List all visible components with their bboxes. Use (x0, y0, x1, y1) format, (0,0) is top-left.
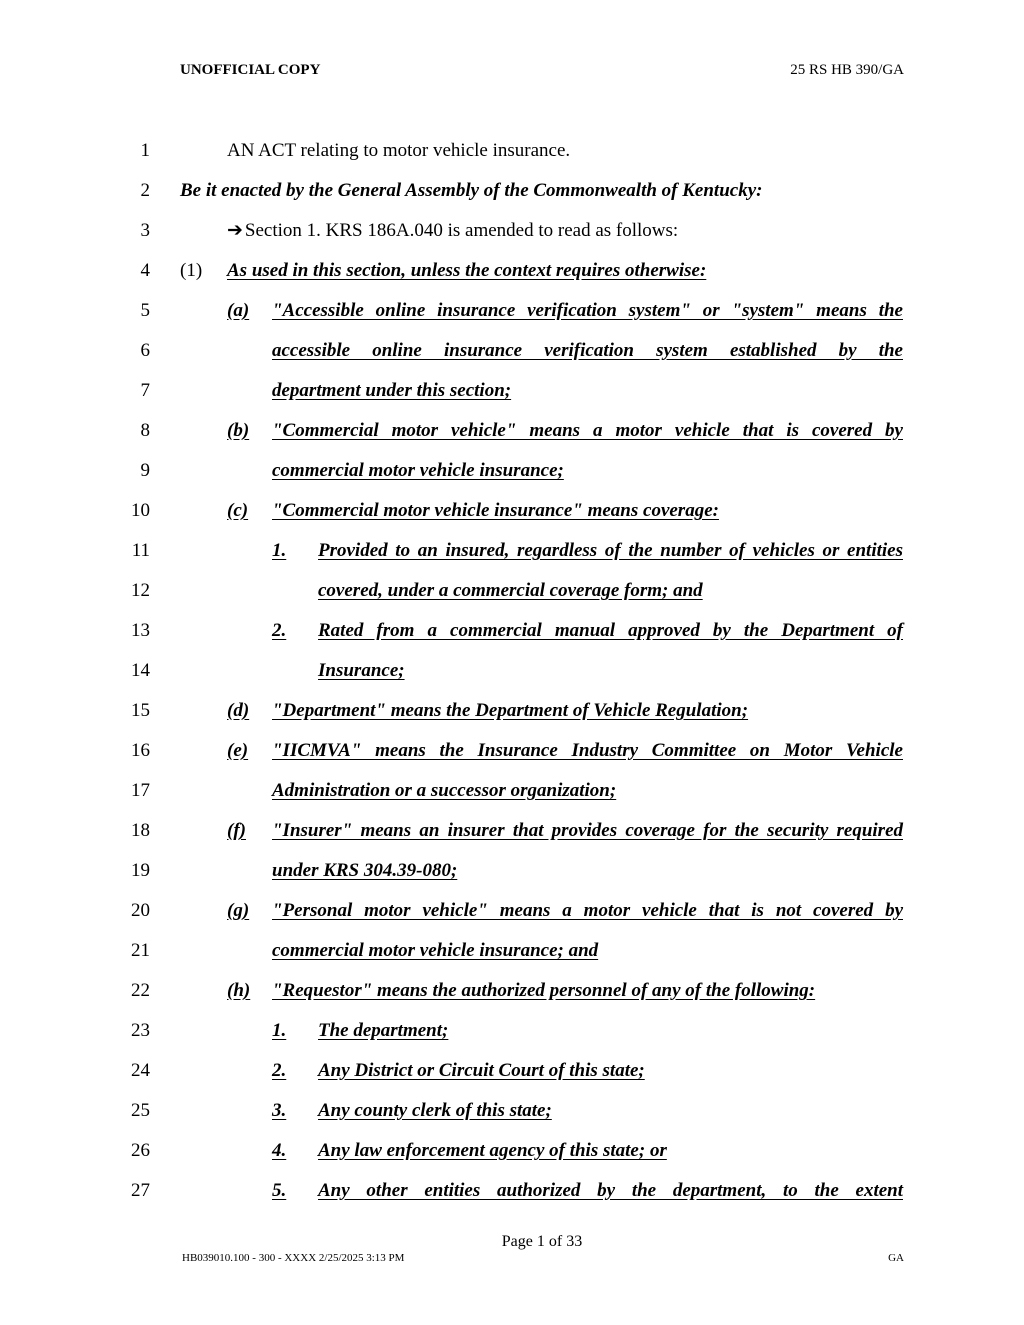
line-text: "Requestor" means the authorized personnel of any of the following: (272, 980, 816, 1001)
line-24 (0, 1056, 1024, 1086)
line-text: Any law enforcement agency of this state; or (318, 1140, 667, 1161)
line-8 (0, 416, 1024, 446)
line-text: "Commercial motor vehicle insurance" means coverage: (272, 500, 719, 521)
header-right: 25 RS HB 390/GA (790, 62, 904, 78)
line-number: 23 (131, 1020, 150, 1041)
line-12 (0, 576, 1024, 606)
line-text: Rated from a commercial manual approved by the Department of (318, 620, 903, 641)
line-7 (0, 376, 1024, 406)
line-number: 3 (140, 220, 150, 241)
footer-initials: GA (888, 1252, 904, 1264)
line-text: The department; (318, 1020, 449, 1041)
line-number: 21 (131, 940, 150, 961)
line-9 (0, 456, 1024, 486)
paragraph-marker: (h) (227, 980, 251, 1001)
paragraph-marker: (b) (227, 420, 250, 441)
line-number: 14 (131, 660, 150, 681)
line-15 (0, 696, 1024, 726)
subparagraph-marker: 2. (272, 620, 287, 641)
line-text: Any county clerk of this state; (318, 1100, 552, 1121)
line-number: 25 (131, 1100, 150, 1121)
subparagraph-marker: 3. (272, 1100, 287, 1121)
paragraph-marker: (d) (227, 700, 250, 721)
page-number: Page 1 of 33 (501, 1233, 583, 1250)
line-20 (0, 896, 1024, 926)
line-18 (0, 816, 1024, 846)
subparagraph-marker: 1. (272, 1020, 287, 1041)
line-text: "Accessible online insurance verification system" or "system" means the (272, 300, 903, 321)
line-number: 22 (131, 980, 150, 1001)
line-text: commercial motor vehicle insurance; (272, 460, 564, 481)
line-14 (0, 656, 1024, 686)
enacting-clause: Be it enacted by the General Assembly of the Commonwealth of Kentucky: (180, 180, 763, 201)
paragraph-marker: (a) (227, 300, 250, 321)
line-27 (0, 1176, 1024, 1206)
line-text: "IICMVA" means the Insurance Industry Committee on Motor Vehicle (272, 740, 903, 761)
paragraph-marker: (g) (227, 900, 250, 921)
line-3 (0, 216, 1024, 246)
line-text: Insurance; (318, 660, 405, 681)
line-number: 6 (140, 340, 150, 361)
subparagraph-marker: 5. (272, 1180, 287, 1201)
line-17 (0, 776, 1024, 806)
line-6 (0, 336, 1024, 366)
paragraph-marker: (e) (227, 740, 249, 761)
line-text: "Insurer" means an insurer that provides coverage for the security required (272, 820, 903, 841)
line-1 (0, 136, 1024, 166)
line-number: 26 (131, 1140, 150, 1161)
line-text: AN ACT relating to motor vehicle insurance. (227, 140, 571, 161)
subparagraph-marker: 1. (272, 540, 287, 561)
line-16 (0, 736, 1024, 766)
line-text: commercial motor vehicle insurance; and (272, 940, 599, 961)
line-number: 20 (131, 900, 150, 921)
line-26 (0, 1136, 1024, 1166)
line-22 (0, 976, 1024, 1006)
line-number: 1 (140, 140, 150, 161)
line-text: "Personal motor vehicle" means a motor vehicle that is not covered by (272, 900, 903, 921)
line-number: 8 (140, 420, 150, 441)
paragraph-marker: (c) (227, 500, 249, 521)
line-number: 19 (131, 860, 150, 881)
subparagraph-marker: 2. (272, 1060, 287, 1081)
line-text: under KRS 304.39-080; (272, 860, 458, 881)
subsection-marker: (1) (180, 260, 203, 281)
line-text: Provided to an insured, regardless of the number of vehicles or entities (318, 540, 903, 561)
line-number: 15 (131, 700, 150, 721)
section-heading (227, 216, 678, 246)
line-number: 27 (131, 1180, 150, 1201)
line-number: 12 (131, 580, 150, 601)
subparagraph-marker: 4. (272, 1140, 287, 1161)
line-text: As used in this section, unless the context requires otherwise: (227, 260, 707, 281)
line-number: 11 (131, 540, 150, 561)
header-left: UNOFFICIAL COPY (180, 62, 321, 78)
line-text: Any District or Circuit Court of this state; (318, 1060, 645, 1081)
line-19 (0, 856, 1024, 886)
line-number: 2 (140, 180, 150, 201)
line-number: 9 (140, 460, 150, 481)
line-number: 13 (131, 620, 150, 641)
line-text: accessible online insurance verification system established by the (272, 340, 903, 361)
line-4 (0, 256, 1024, 286)
paragraph-marker: (f) (227, 820, 246, 841)
line-text: department under this section; (272, 380, 512, 401)
line-number: 5 (140, 300, 150, 321)
line-number: 18 (131, 820, 150, 841)
line-10 (0, 496, 1024, 526)
line-text: Any other entities authorized by the department, to the extent (318, 1180, 903, 1201)
line-number: 16 (131, 740, 150, 761)
section-heading-text: Section 1. KRS 186A.040 is amended to read as follows: (244, 220, 679, 241)
line-number: 17 (131, 780, 150, 801)
line-text: covered, under a commercial coverage form; and (318, 580, 703, 601)
line-text: "Department" means the Department of Vehicle Regulation; (272, 700, 749, 721)
line-number: 7 (140, 380, 150, 401)
line-number: 24 (131, 1060, 150, 1081)
arrow-right-icon: ➔ (227, 220, 243, 241)
line-2 (0, 176, 1024, 206)
line-number: 4 (140, 260, 150, 281)
line-25 (0, 1096, 1024, 1126)
line-23 (0, 1016, 1024, 1046)
line-number: 10 (131, 500, 150, 521)
footer-document-id: HB039010.100 - 300 - XXXX 2/25/2025 3:13 PM (182, 1252, 405, 1264)
line-21 (0, 936, 1024, 966)
line-13 (0, 616, 1024, 646)
line-text: Administration or a successor organization; (272, 780, 617, 801)
line-text: "Commercial motor vehicle" means a motor vehicle that is covered by (272, 420, 903, 441)
line-11 (0, 536, 1024, 566)
line-5 (0, 296, 1024, 326)
